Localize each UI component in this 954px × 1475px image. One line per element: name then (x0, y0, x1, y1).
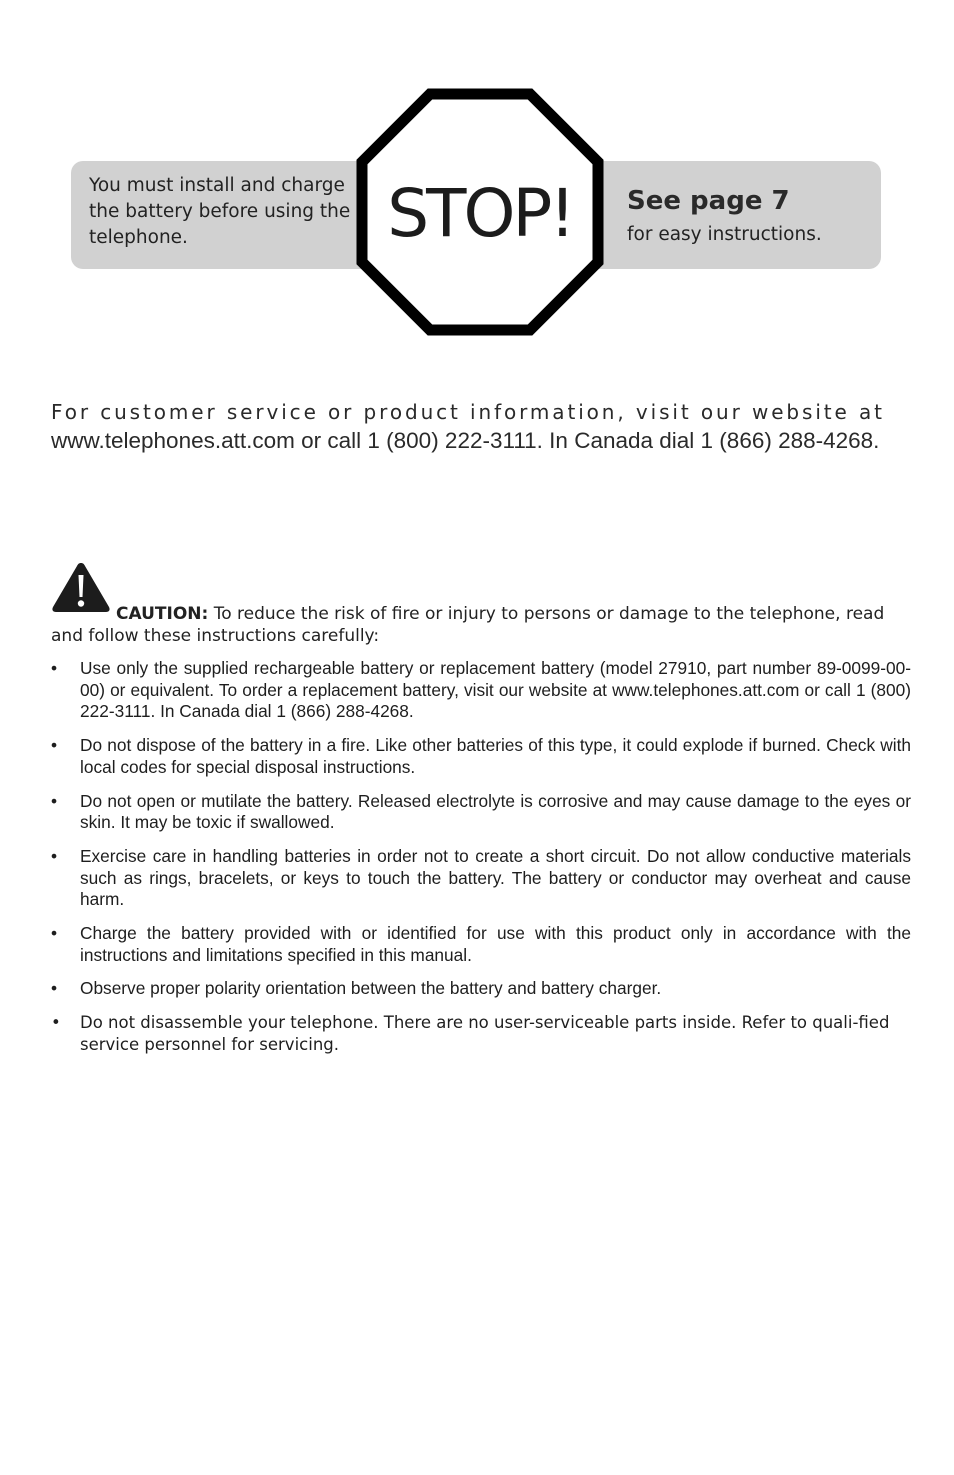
see-page-reference: See page 7 (627, 186, 790, 216)
bullet-icon: • (51, 1013, 61, 1033)
list-item: • Charge the battery provided with or identified for use with this product only in accordance with the instructions and limitations specified in this manual. (51, 923, 911, 965)
list-item: • Do not open or mutilate the battery. Released electrolyte is corrosive and may cause damage to the eyes or skin. It may be toxic if swallowed. (51, 790, 911, 833)
customer-service-intro: For customer service or product information, visit our website at (51, 400, 885, 424)
caution-text: To reduce the risk of fire or injury to persons or damage to the telephone, read and follow these instructions carefully: (51, 604, 885, 646)
list-item: • Exercise care in handling batteries in order not to create a short circuit. Do not allow conductive materials such as rings, bracelets, or keys to touch the battery. The battery or conductor may overheat and cause harm. (51, 845, 911, 910)
list-item: • Observe proper polarity orientation between the battery and battery charger. (51, 978, 662, 999)
list-item: • Use only the supplied rechargeable battery or replacement battery (model 27910, part number 89-0099-00-00) or equivalent. To order a replacement battery, visit our website at www.telephones.att.com or call 1 (800) 222-3111. In Canada dial 1 (866) 288-4268. (51, 658, 911, 722)
caution-paragraph (51, 603, 911, 647)
bullet-icon: • (51, 845, 58, 866)
battery-notice-text: You must install and charge the battery before using the telephone. (89, 175, 351, 248)
battery-safety-list (51, 658, 911, 1068)
bullet-icon: • (51, 735, 58, 756)
bullet-icon: • (51, 923, 58, 944)
customer-service-contact: www.telephones.att.com or call 1 (800) 222-3111. In Canada dial 1 (866) 288-4268. (51, 428, 880, 453)
bullet-icon: • (51, 658, 58, 678)
list-item: • Do not dispose of the battery in a fire. Like other batteries of this type, it could explode if burned. Check with local codes for special disposal instructions. (51, 735, 911, 777)
see-page-subtitle: for easy instructions. (627, 224, 822, 245)
caution-label: CAUTION: (116, 604, 209, 624)
bullet-icon: • (51, 978, 58, 999)
list-item: • Do not disassemble your telephone. There are no user-serviceable parts inside. Refer to quali-fied service personnel for servicing. (51, 1013, 890, 1055)
stop-heading: STOP! (387, 175, 573, 252)
bullet-icon: • (51, 790, 58, 811)
